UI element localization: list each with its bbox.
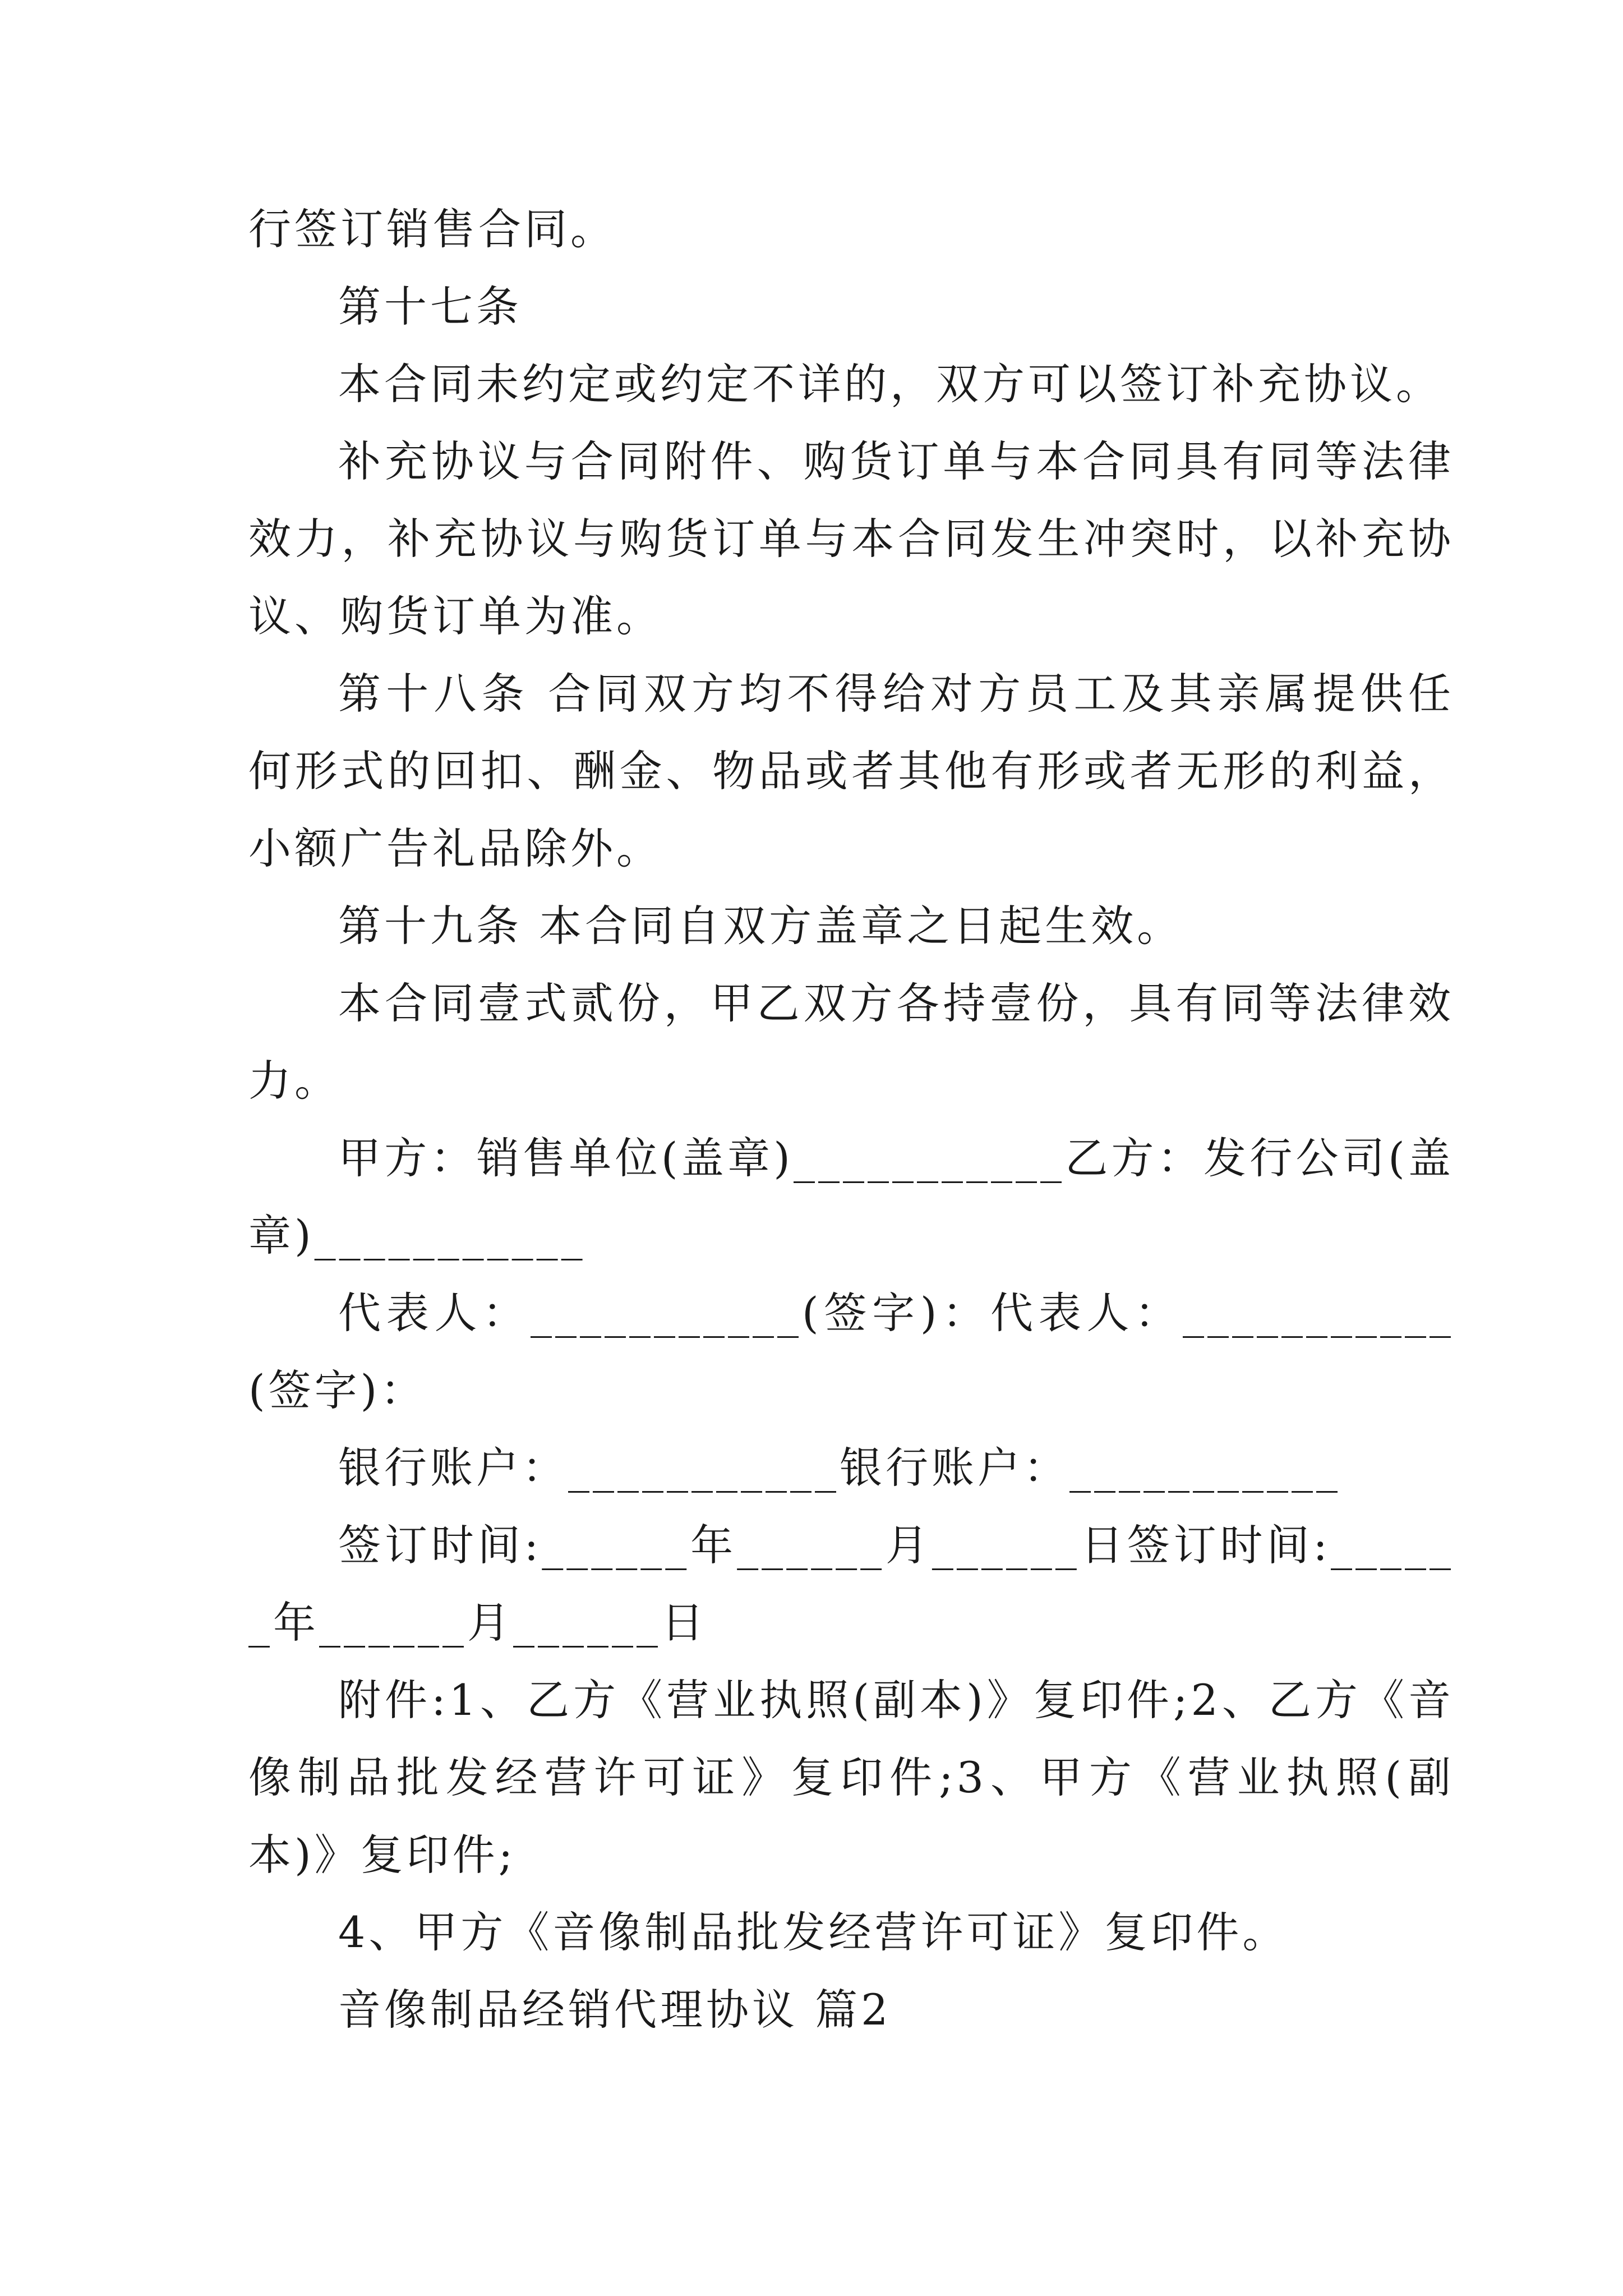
paragraph-attachment-4: 4、甲方《音像制品批发经营许可证》复印件。: [338, 1907, 1289, 1957]
document-body: [248, 191, 1454, 2049]
paragraph-attachments: 附件:1、乙方《营业执照(副本)》复印件;2、乙方《音像制品批发经营许可证》复印件;3、甲方《营业执照(副本)》复印件;: [248, 1675, 1454, 1880]
paragraph-3: 本合同未约定或约定不详的，双方可以签订补充协议。: [338, 359, 1442, 409]
paragraph-4: 补充协议与合同附件、购货订单与本合同具有同等法律效力，补充协议与购货订单与本合同发生冲突时，以补充协议、购货订单为准。: [248, 436, 1454, 641]
paragraph-article-18: 第十八条 合同双方均不得给对方员工及其亲属提供任何形式的回扣、酬金、物品或者其他有形或者无形的利益，小额广告礼品除外。: [248, 669, 1454, 873]
paragraph-representatives: 代表人：___________(签字)：代表人：___________(签字)：: [248, 1288, 1454, 1415]
paragraph-sign-dates: 签订时间:______年______月______日签订时间:______年______月______日: [248, 1520, 1454, 1648]
paragraph-1: 行签订销售合同。: [248, 204, 616, 254]
paragraph-bank-accounts: 银行账户：___________银行账户：___________: [338, 1443, 1341, 1493]
paragraph-party-seals: 甲方：销售单位(盖章)___________乙方：发行公司(盖章)___________: [248, 1133, 1454, 1260]
paragraph-section-title: 音像制品经销代理协议 篇2: [338, 1985, 892, 2035]
paragraph-article-17-heading: 第十七条: [338, 282, 522, 332]
paragraph-article-19: 第十九条 本合同自双方盖章之日起生效。: [338, 901, 1183, 951]
paragraph-7: 本合同壹式贰份，甲乙双方各持壹份，具有同等法律效力。: [248, 978, 1454, 1106]
